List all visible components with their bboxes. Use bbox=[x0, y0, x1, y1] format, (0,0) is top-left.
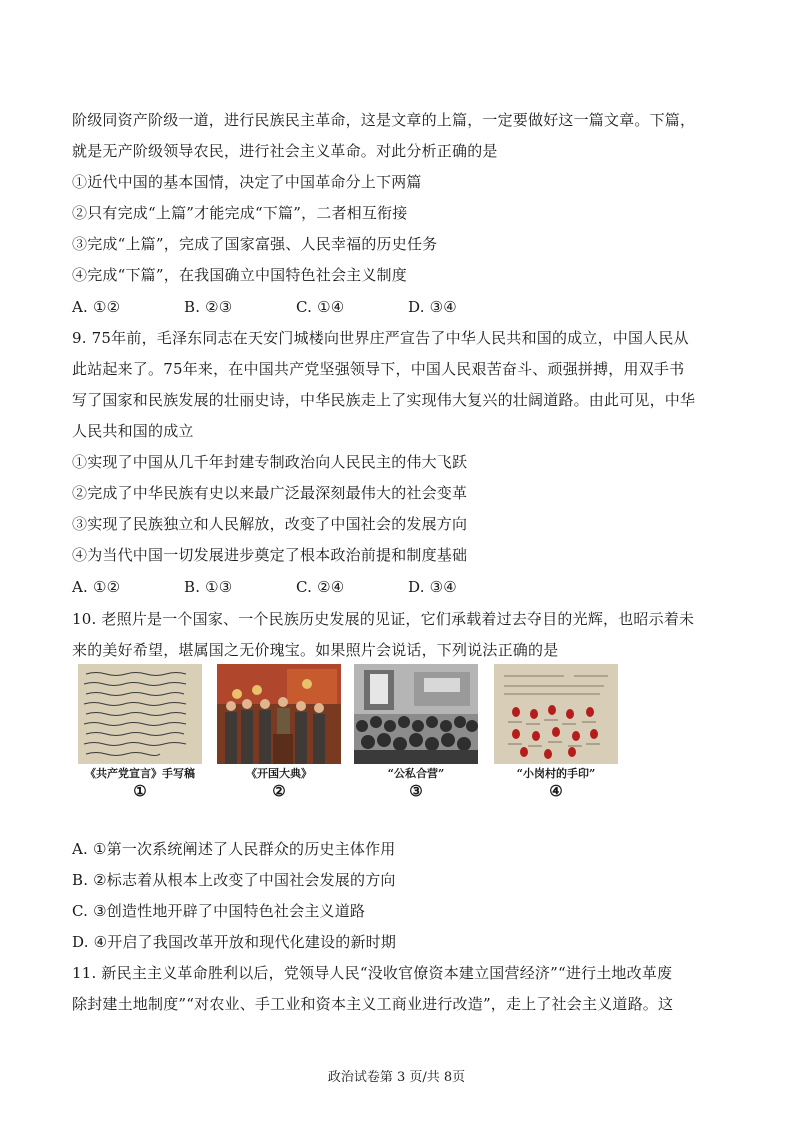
photo-manifesto-manuscript bbox=[78, 664, 202, 800]
photo-number-2: ② bbox=[272, 782, 286, 800]
q8-stem-line-1: 阶级同资产阶级一道，进行民族民主革命，这是文章的上篇，一定要做好这一篇文章。下篇， bbox=[72, 111, 696, 129]
q10-stem-line-1: 10. 老照片是一个国家、一个民族历史发展的见证，它们承载着过去夺目的光辉，也昭示着未 bbox=[72, 610, 695, 628]
photo-number-1: ① bbox=[133, 782, 147, 800]
q10-option-c[interactable]: C. ③创造性地开辟了中国特色社会主义道路 bbox=[72, 902, 366, 920]
q8-option-d[interactable]: D. ③④ bbox=[408, 298, 457, 316]
photo-public-private bbox=[354, 664, 478, 800]
photo-number-3: ③ bbox=[409, 782, 423, 800]
q8-stem-line-2: 就是无产阶级领导农民，进行社会主义革命。对此分析正确的是 bbox=[72, 142, 498, 160]
photo-caption-4: “小岗村的手印” bbox=[516, 767, 596, 780]
q9-stem-line-4: 人民共和国的成立 bbox=[72, 422, 194, 440]
q9-option-b[interactable]: B. ①③ bbox=[184, 578, 233, 596]
q9-statement-4: ④为当代中国一切发展进步奠定了根本政治前提和制度基础 bbox=[72, 546, 468, 564]
q9-statement-2: ②完成了中华民族有史以来最广泛最深刻最伟大的社会变革 bbox=[72, 484, 468, 502]
q9-stem-line-1: 9. 75年前，毛泽东同志在天安门城楼向世界庄严宣告了中华人民共和国的成立，中国人民从 bbox=[72, 329, 689, 347]
q8-statement-2: ②只有完成“上篇”才能完成“下篇”，二者相互衔接 bbox=[72, 204, 408, 222]
q9-options bbox=[72, 577, 722, 597]
photo-caption-3: “公私合营” bbox=[387, 767, 445, 780]
manuscript-image bbox=[78, 664, 202, 764]
q8-statement-4: ④完成“下篇”，在我国确立中国特色社会主义制度 bbox=[72, 266, 407, 284]
q8-statement-3: ③完成“上篇”，完成了国家富强、人民幸福的历史任务 bbox=[72, 235, 438, 253]
q8-option-a[interactable]: A. ①② bbox=[72, 298, 121, 316]
partnership-image bbox=[354, 664, 478, 764]
photo-founding-ceremony bbox=[217, 664, 341, 800]
q9-stem-line-3: 写了国家和民族发展的壮丽史诗，中华民族走上了实现伟大复兴的壮阔道路。由此可见，中华 bbox=[72, 391, 696, 409]
q8-statement-1: ①近代中国的基本国情，决定了中国革命分上下两篇 bbox=[72, 173, 422, 191]
q9-option-c[interactable]: C. ②④ bbox=[296, 578, 345, 596]
photo-number-4: ④ bbox=[549, 782, 563, 800]
q9-stem-line-2: 此站起来了。75年来，在中国共产党坚强领导下，中国人民艰苦奋斗、顽强拼搏，用双手书 bbox=[72, 360, 685, 378]
q8-options bbox=[72, 297, 722, 317]
photo-xiaogang-handprints bbox=[494, 664, 618, 800]
q9-statement-1: ①实现了中国从几千年封建专制政治向人民民主的伟大飞跃 bbox=[72, 453, 468, 471]
q10-stem-line-2: 来的美好希望，堪属国之无价瑰宝。如果照片会说话，下列说法正确的是 bbox=[72, 641, 559, 659]
page-footer: 政治试卷第 3 页/共 8页 bbox=[327, 1070, 466, 1085]
q11-stem-line-2: 除封建土地制度”“对农业、手工业和资本主义工商业进行改造”，走上了社会主义道路。这 bbox=[72, 995, 674, 1013]
q10-option-b[interactable]: B. ②标志着从根本上改变了中国社会发展的方向 bbox=[72, 871, 396, 889]
q10-option-a[interactable]: A. ①第一次系统阐述了人民群众的历史主体作用 bbox=[72, 840, 396, 858]
q11-stem-line-1: 11. 新民主主义革命胜利以后，党领导人民“没收官僚资本建立国营经济”“进行土地改革废 bbox=[72, 964, 673, 982]
q9-option-d[interactable]: D. ③④ bbox=[408, 578, 457, 596]
q8-option-c[interactable]: C. ①④ bbox=[296, 298, 345, 316]
photo-caption-1: 《共产党宣言》手写稿 bbox=[85, 767, 195, 780]
q10-photo-row bbox=[78, 664, 638, 804]
q9-statement-3: ③实现了民族独立和人民解放，改变了中国社会的发展方向 bbox=[72, 515, 468, 533]
q9-option-a[interactable]: A. ①② bbox=[72, 578, 121, 596]
photo-caption-2: 《开国大典》 bbox=[246, 767, 312, 780]
ceremony-image bbox=[217, 664, 341, 764]
q10-option-d[interactable]: D. ④开启了我国改革开放和现代化建设的新时期 bbox=[72, 933, 397, 951]
q8-option-b[interactable]: B. ②③ bbox=[184, 298, 233, 316]
handprints-image bbox=[494, 664, 618, 764]
